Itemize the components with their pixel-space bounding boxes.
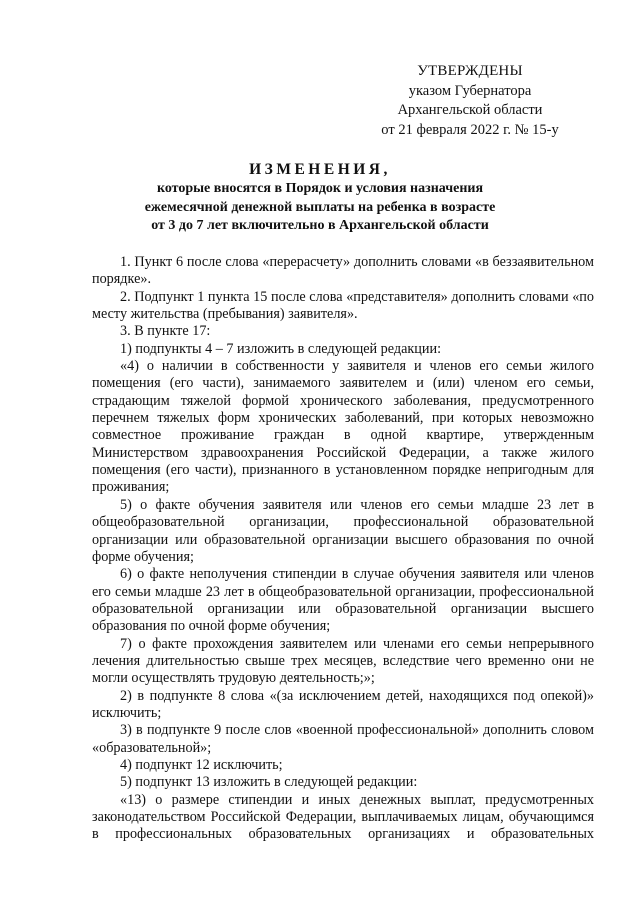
paragraph: 5) о факте обучения заявителя или членов его семьи младше 23 лет в общеобразовательной организации, профессиональной образовательной организации или образовательной организации высшего образования по очной форме обучения; (92, 496, 594, 565)
paragraph: 1) подпункты 4 – 7 изложить в следующей редакции: (120, 340, 442, 357)
approval-issuer: указом Губернатора (408, 82, 532, 99)
document-body (92, 254, 594, 844)
paragraph: «13) о размере стипендии и иных денежных выплат, предусмотренных законодательством Российской Федерации, выплачиваемых лицам, обучающимся в профессиональных образовательных организациях и образовательных (92, 791, 594, 843)
approval-region: Архангельской области (397, 102, 543, 118)
paragraph: 3) в подпункте 9 после слов «военной профессиональной» дополнить словом «образовательной»; (92, 722, 594, 756)
paragraph: 4) подпункт 12 исключить; (120, 756, 283, 773)
paragraph: «4) о наличии в собственности у заявителя и членов его семьи жилого помещения (его части), занимаемого заявителем и (или) членом его семьи, страдающим тяжелой формой хронического заболевания, предусмотренного перечнем тяжелых форм хронических заболеваний, при которых невозможно совместное проживание граждан в одной квартире, утвержденным Министерством здравоохранения Российской Федерации, а также жилого помещения (его части), признанного в установленном порядке непригодным для проживания; (92, 358, 594, 496)
paragraph: 2) в подпункте 8 слова «(за исключением детей, находящихся под опекой)» исключить; (92, 687, 594, 721)
document-title (90, 160, 550, 236)
title-subtitle-line-1: которые вносятся в Порядок и условия назначения (156, 181, 484, 196)
paragraph: 2. Подпункт 1 пункта 15 после слова «представителя» дополнить словами «по месту жительства (пребывания) заявителя». (92, 288, 594, 323)
paragraph: 7) о факте прохождения заявителем или членами его семьи непрерывного лечения длительностью свыше трех месяцев, вследствие чего временно они не могли осуществлять трудовую деятельность;»; (92, 635, 594, 687)
approval-stamp (360, 62, 580, 140)
title-subtitle-line-2: ежемесячной денежной выплаты на ребенка в возрасте (144, 199, 496, 215)
approval-heading: УТВЕРЖДЕНЫ (417, 63, 523, 79)
title-heading: ИЗМЕНЕНИЯ, (249, 161, 391, 178)
paragraph: 6) о факте неполучения стипендии в случае обучения заявителя или членов его семьи младше 23 лет в общеобразовательной организации, профессиональной образовательной организации или образовательной организации высшего образования по очной форме обучения; (92, 566, 594, 635)
approval-date: от 21 февраля 2022 г. № 15-у (381, 121, 559, 138)
paragraph: 1. Пункт 6 после слова «перерасчету» дополнить словами «в беззаявительном порядке». (92, 254, 594, 288)
paragraph: 3. В пункте 17: (120, 323, 211, 340)
title-subtitle-line-3: от 3 до 7 лет включительно в Архангельской области (151, 218, 489, 233)
paragraph: 5) подпункт 13 изложить в следующей редакции: (120, 774, 418, 791)
